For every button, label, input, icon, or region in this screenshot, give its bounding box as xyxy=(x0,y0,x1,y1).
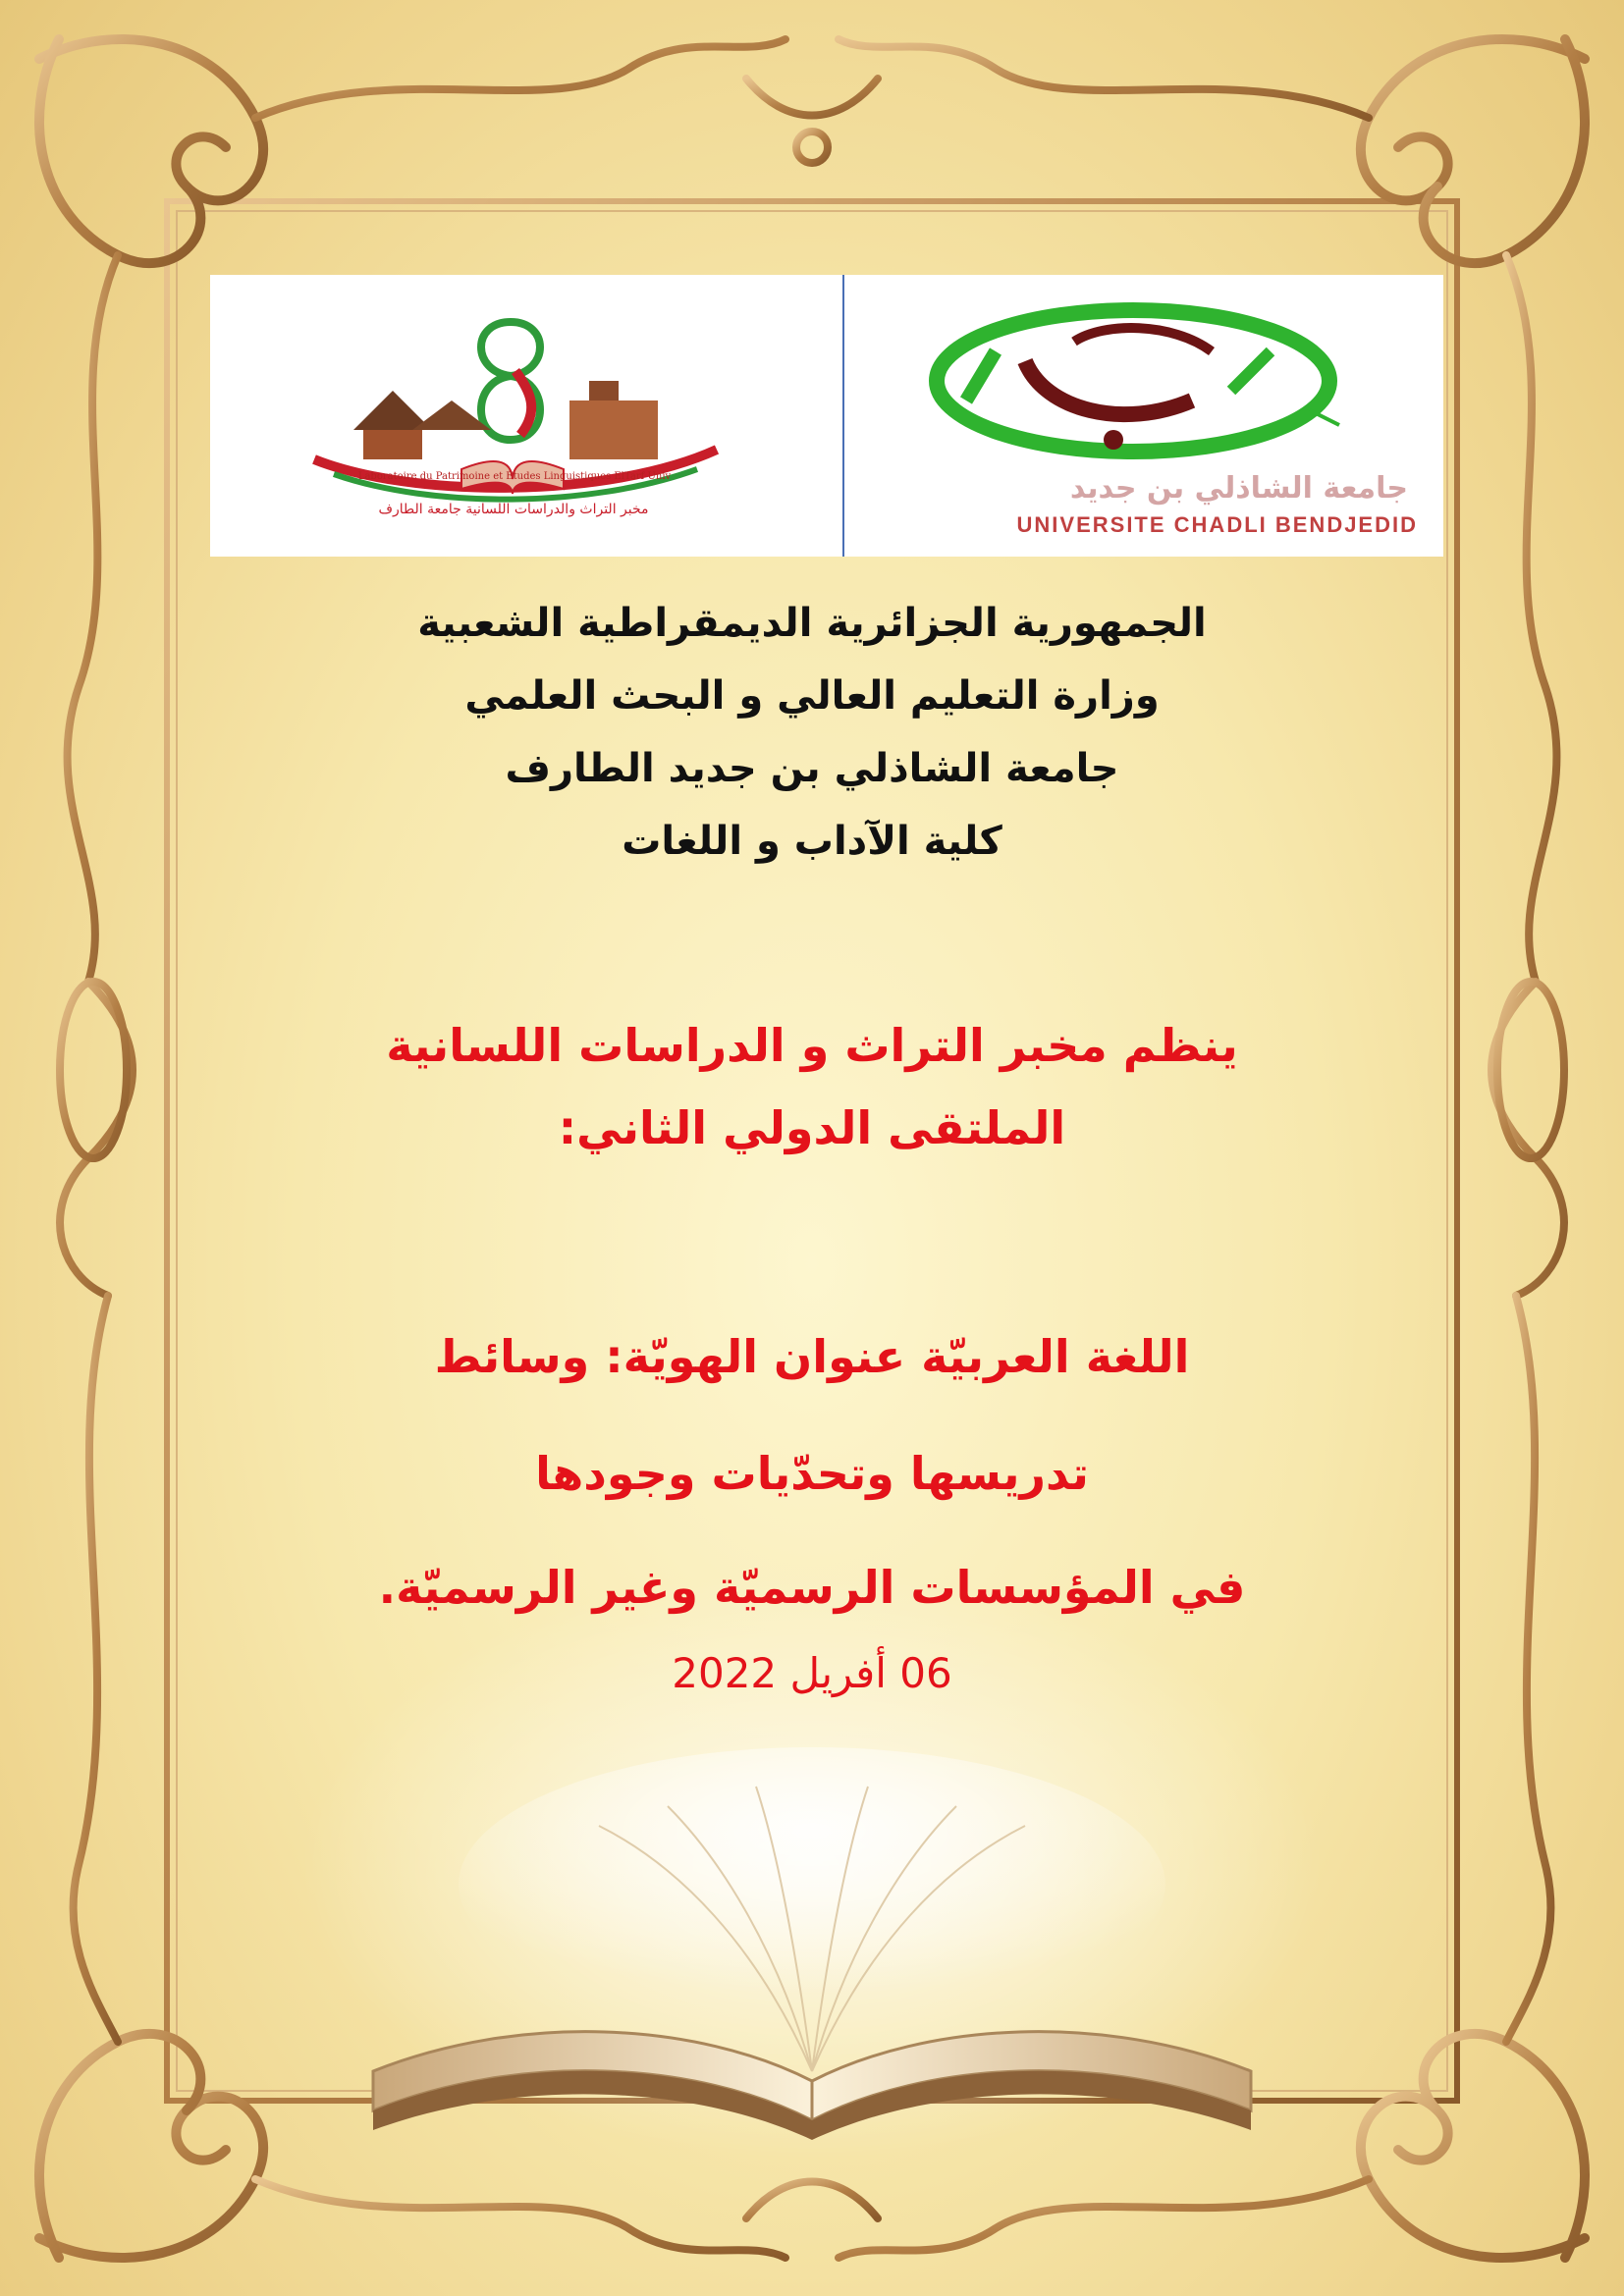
svg-text:مخبر التراث والدراسات اللسانية: مخبر التراث والدراسات اللسانية جامعة الطارف xyxy=(378,502,649,517)
header-republic: الجمهورية الجزائرية الديمقراطية الشعبية xyxy=(417,601,1207,646)
event-conference: الملتقى الدولي الثاني: xyxy=(558,1101,1066,1154)
event-title-line1: اللغة العربيّة عنوان الهويّة: وسائط xyxy=(434,1330,1190,1383)
event-title-line2: تدريسها وتحدّيات وجودها xyxy=(535,1447,1089,1500)
laboratory-logo xyxy=(295,302,732,528)
logo-divider xyxy=(842,275,844,557)
header-university: جامعة الشاذلي بن جديد الطارف xyxy=(505,746,1119,791)
event-title-line3: في المؤسسات الرسميّة وغير الرسميّة. xyxy=(378,1561,1246,1614)
header-ministry: وزارة التعليم العالي و البحث العلمي xyxy=(464,673,1160,719)
open-book-illustration xyxy=(226,1747,1398,2160)
university-name-arabic: جامعة الشاذلي بن جديد xyxy=(1069,471,1408,506)
university-logo xyxy=(878,293,1428,489)
university-name-french: UNIVERSITE CHADLI BENDJEDID xyxy=(1016,512,1418,537)
event-date: 06 أفريل 2022 xyxy=(672,1649,952,1697)
header-faculty: كلية الآداب و اللغات xyxy=(622,819,1002,864)
lab-caption: Laboratoire du Patrimoine et Études Linguistiques ElTarf Univ xyxy=(357,471,672,482)
logos-banner xyxy=(210,275,1443,557)
event-organizer: ينظم مخبر التراث و الدراسات اللسانية xyxy=(386,1019,1238,1072)
